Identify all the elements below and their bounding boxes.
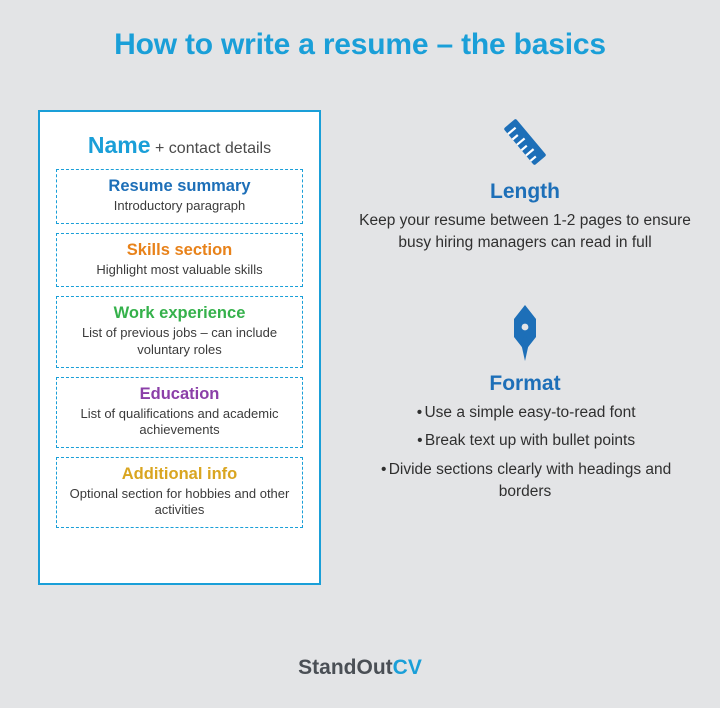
resume-card — [38, 110, 321, 585]
brand-name-accent: CV — [392, 656, 422, 679]
tips-column — [355, 110, 695, 510]
resume-section-desc: Optional section for hobbies and other activities — [69, 485, 290, 518]
resume-section-title: Skills section — [126, 240, 233, 259]
resume-name-label: Name — [87, 132, 151, 158]
tip-length — [355, 110, 695, 254]
tip-heading: Format — [489, 372, 561, 395]
resume-section-title: Additional info — [121, 464, 238, 483]
tip-text: Keep your resume between 1-2 pages to ensure busy hiring managers can read in full — [359, 212, 691, 251]
resume-section-desc: List of qualifications and academic achievements — [80, 405, 279, 438]
resume-section-desc: Introductory paragraph — [113, 198, 246, 213]
tip-format — [355, 302, 695, 504]
resume-name-row — [56, 126, 303, 169]
resume-section-education — [56, 377, 303, 448]
resume-section-title: Work experience — [113, 304, 246, 323]
resume-section-desc: Highlight most valuable skills — [96, 261, 263, 277]
ruler-icon — [355, 110, 695, 174]
brand-logo — [0, 656, 720, 680]
bullet-text: Use a simple easy-to-read font — [424, 404, 636, 421]
resume-section-work-experience — [56, 296, 303, 367]
list-item: • Break text up with bullet points — [417, 432, 636, 450]
tip-heading: Length — [490, 180, 560, 203]
brand-name-primary: StandOut — [298, 656, 393, 679]
resume-section-desc: List of previous jobs – can include voluntary roles — [81, 325, 278, 357]
resume-section-additional-info — [56, 457, 303, 528]
resume-section-title: Education — [139, 384, 220, 403]
list-item: • Divide sections clearly with headings and borders — [380, 460, 672, 501]
bullet-text: Break text up with bullet points — [424, 432, 636, 450]
resume-section-title: Resume summary — [108, 177, 251, 195]
fountain-pen-icon — [355, 302, 695, 366]
bullet-text: Divide sections clearly with headings and borders — [388, 460, 672, 501]
list-item: • Use a simple easy-to-read font — [416, 404, 636, 421]
resume-contact-details-label: + contact details — [155, 140, 272, 157]
format-bullet-list — [355, 402, 695, 504]
page-title: How to write a resume – the basics — [114, 28, 606, 61]
resume-section-summary — [56, 169, 303, 224]
resume-section-skills — [56, 233, 303, 288]
